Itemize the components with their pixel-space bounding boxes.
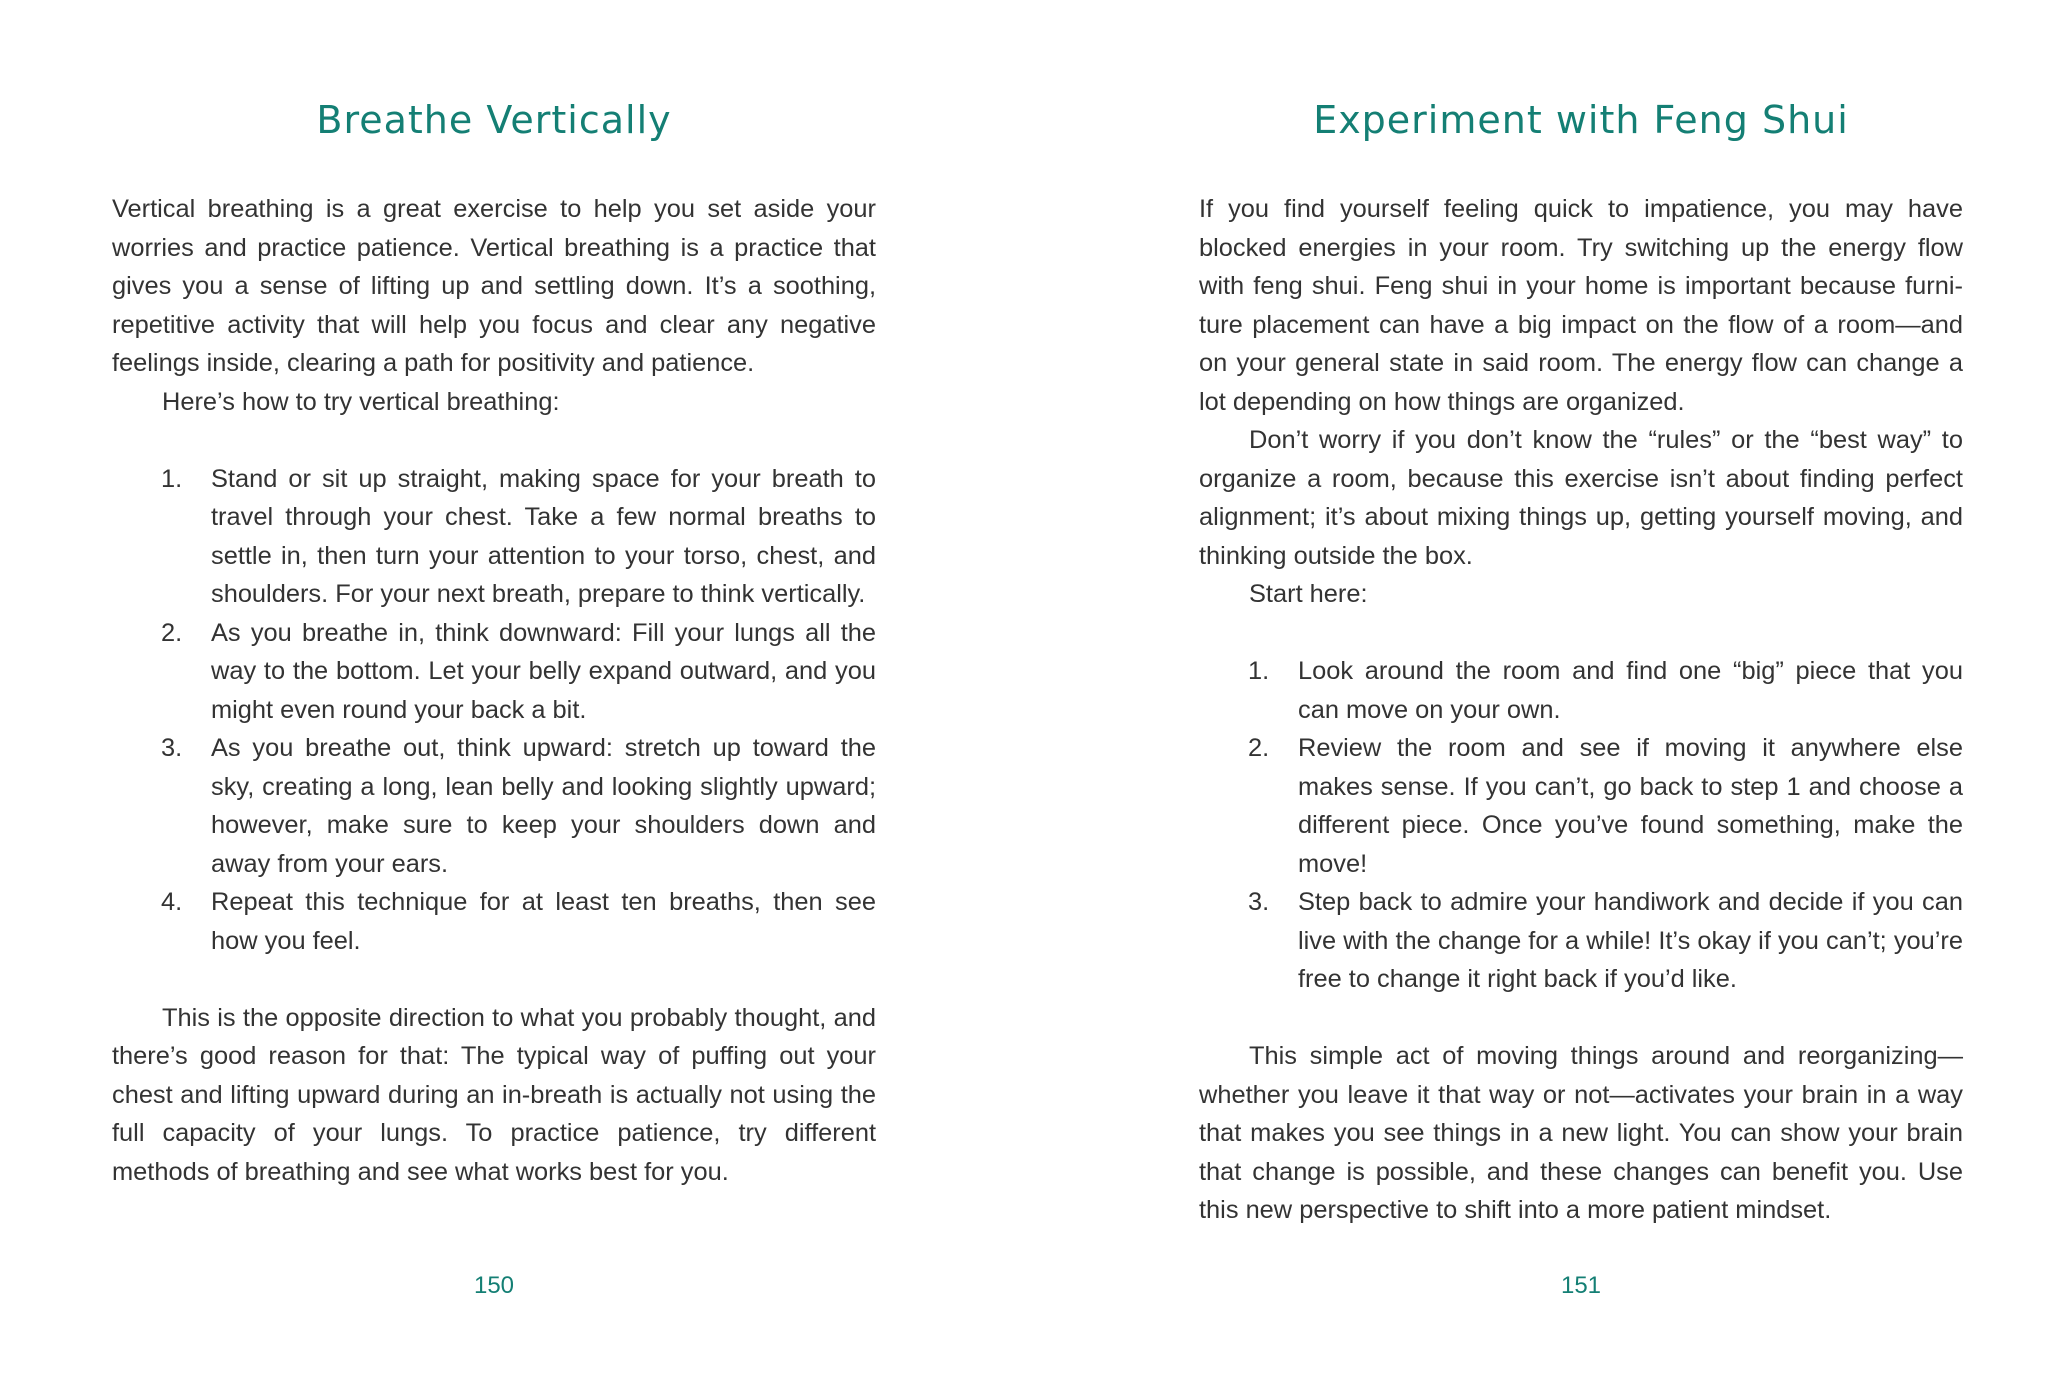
left-intro-paragraph: Vertical breathing is a great exercise to help you set aside your worries and practice patience. Vertical breathing is a practice that gives you a sense of lifting up and settling down. It’s a soothing, repetitive activity that will help you focus and clear any negative feelings inside, clearing a path for positivity and patience. <box>112 195 876 377</box>
list-item <box>1199 729 1963 883</box>
right-page <box>1199 0 1963 1400</box>
right-intro-paragraph: If you find yourself feeling quick to impatience, you may have blocked energies in your room. Try switching up the energy flow with feng shui. Feng shui in your home is important because furniture placement can have a big impact on the flow of a room—and on your general state in said room. The energy flow can change a lot depending on how things are organized. <box>1199 195 1963 416</box>
right-closing-paragraph: This simple act of moving things around and reorganizing—whether you leave it that way or not—activates your brain in a way that makes you see things in a new light. You can show your brain that change is possible, and these changes can benefit you. Use this new perspective to shift into a more patient mindset. <box>1199 1042 1963 1224</box>
left-steps-list <box>112 460 876 961</box>
step-number: 2. <box>1248 734 1270 762</box>
left-page <box>112 0 876 1400</box>
right-page-title: Experiment with Feng Shui <box>1313 98 1849 142</box>
left-page-title: Breathe Vertically <box>316 98 672 142</box>
list-item <box>112 883 876 960</box>
left-page-body <box>112 190 876 1191</box>
step-number: 1. <box>161 464 183 493</box>
list-item <box>112 614 876 730</box>
step-number: 3. <box>161 734 183 762</box>
right-page-number: 151 <box>1560 1272 1602 1299</box>
step-text: As you breathe out, think upward: stretch up toward the sky, creating a long, lean belly and looking slightly upward; however, make sure to keep your shoulders down and away from your ears. <box>211 734 876 878</box>
step-number: 2. <box>161 618 183 647</box>
left-page-number: 150 <box>473 1272 515 1299</box>
right-second-paragraph: Don’t worry if you don’t know the “rules” or the “best way” to organize a room, because this exercise isn’t about finding perfect alignment; it’s about mixing things up, getting yourself moving, and thinking outside the box. <box>1199 426 1963 570</box>
left-closing-paragraph: This is the opposite direction to what you probably thought, and there’s good reason for that: The typical way of puffing out your chest and lifting upward during an in-breath is actually not using the full capacity of your lungs. To practice patience, try different methods of breathing and see what works best for you. <box>112 1003 876 1186</box>
step-text: Review the room and see if moving it anywhere else makes sense. If you can’t, go back to step 1 and choose a different piece. Once you’ve found something, make the move! <box>1298 734 1963 878</box>
right-steps-list <box>1199 652 1963 999</box>
step-text: Repeat this technique for at least ten breaths, then see how you feel. <box>211 888 876 955</box>
step-text: Step back to admire your handiwork and decide if you can live with the change for a while! It’s okay if you can’t; you’re free to change it right back if you’d like. <box>1298 888 1963 993</box>
list-item <box>112 460 876 614</box>
step-text: Look around the room and find one “big” piece that you can move on your own. <box>1298 657 1963 724</box>
list-item <box>1199 652 1963 729</box>
list-item <box>1199 883 1963 999</box>
step-number: 4. <box>161 888 183 916</box>
step-text: Stand or sit up straight, making space for your breath to travel through your chest. Take a few normal breaths to settle in, then turn your attention to your torso, chest, and shoulders. For your next breath, prepare to think vertically. <box>211 464 876 608</box>
right-page-body <box>1199 190 1963 1230</box>
right-lead-line: Start here: <box>1249 580 1368 608</box>
step-text: As you breathe in, think downward: Fill your lungs all the way to the bottom. Let your belly expand outward, and you might even round your back a bit. <box>211 618 876 724</box>
step-number: 3. <box>1248 888 1270 916</box>
list-item <box>112 729 876 883</box>
left-lead-line: Here’s how to try vertical breathing: <box>162 387 560 416</box>
step-number: 1. <box>1248 657 1270 685</box>
